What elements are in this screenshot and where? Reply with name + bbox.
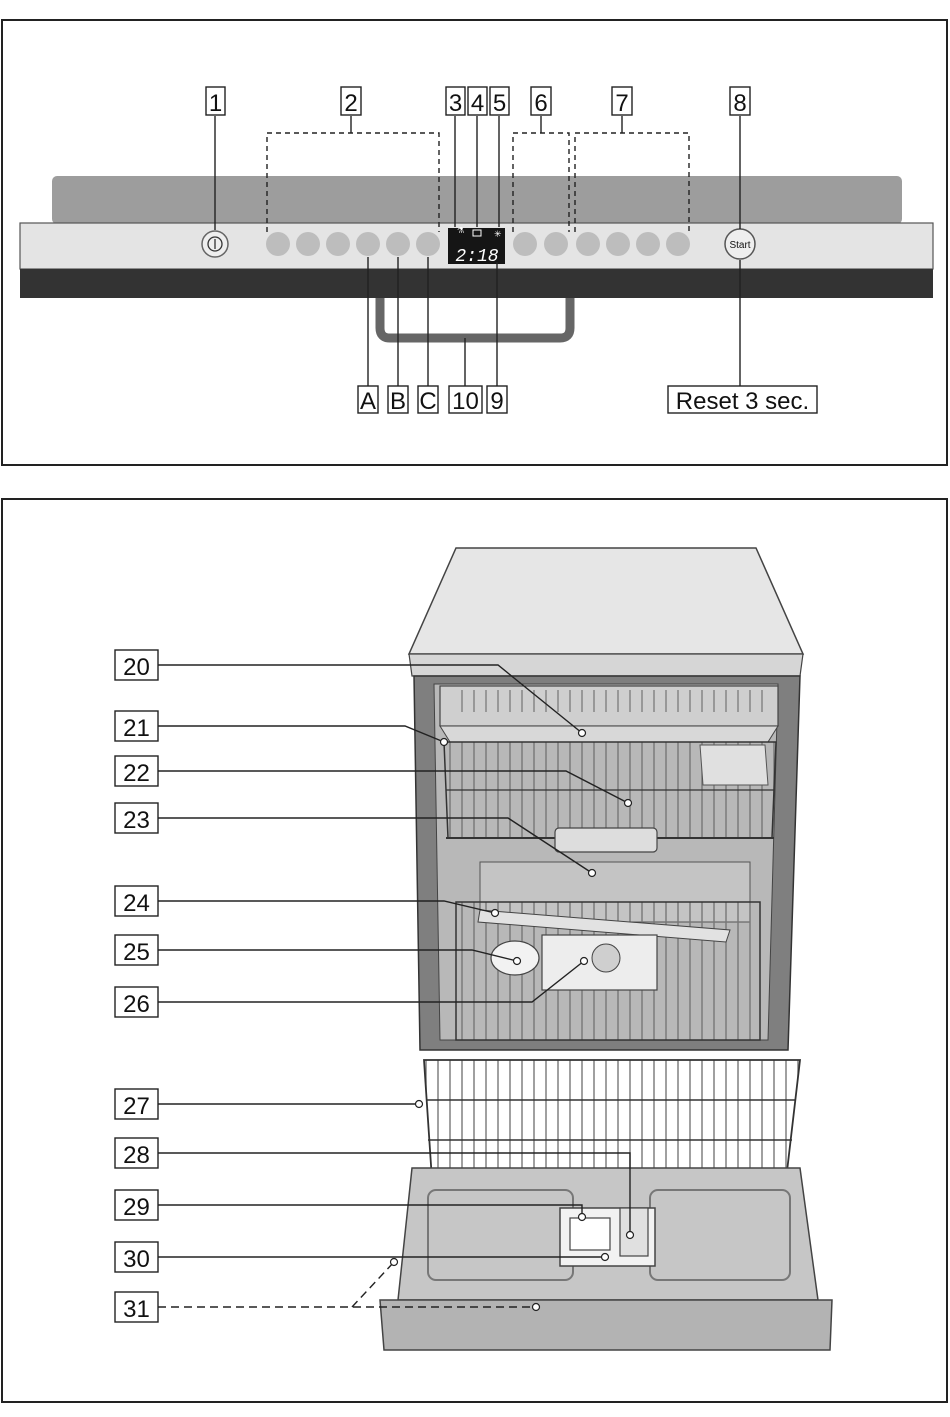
program-button[interactable] [356, 232, 380, 256]
callout-label: 1 [208, 90, 223, 117]
option-button[interactable] [576, 232, 600, 256]
door-base [20, 269, 933, 298]
callout-label: 4 [470, 90, 485, 117]
start-button-label: Start [729, 240, 751, 251]
worktop [409, 548, 803, 654]
callout-label: 26 [123, 991, 150, 1018]
upper-spray-arm [555, 828, 657, 852]
lower-basket [424, 1060, 800, 1180]
cutlery-drawer-tines [452, 690, 768, 712]
callout-label: 29 [123, 1194, 150, 1221]
callout-label: B [389, 388, 407, 415]
callout-label: 5 [492, 90, 507, 117]
program-button[interactable] [326, 232, 350, 256]
callout-label: 2 [344, 90, 358, 117]
callout-label: 21 [123, 715, 150, 742]
callout-label: C [419, 388, 437, 415]
callout-label: 23 [123, 807, 150, 834]
option-button[interactable] [636, 232, 660, 256]
callout-label: 3 [448, 90, 463, 117]
option-button[interactable] [544, 232, 568, 256]
dispenser-lid [620, 1208, 648, 1256]
filter-screw [592, 944, 620, 972]
program-button[interactable] [416, 232, 440, 256]
service-icon: ✳ [494, 229, 502, 239]
option-button[interactable] [513, 232, 537, 256]
callout-label: 9 [490, 388, 504, 415]
option-button[interactable] [606, 232, 630, 256]
program-button[interactable] [266, 232, 290, 256]
callout-label: 30 [123, 1246, 150, 1273]
program-button[interactable] [296, 232, 320, 256]
callout-label: 8 [733, 90, 747, 117]
callout-label: 24 [123, 890, 150, 917]
callout-label: 7 [615, 90, 629, 117]
control-panel-figure [2, 20, 947, 465]
time-display: 2:18 [455, 247, 499, 267]
cutlery-drawer-front [440, 726, 778, 742]
callout-label: 20 [123, 654, 150, 681]
cup-shelf [700, 745, 768, 785]
callout-label: 27 [123, 1093, 150, 1120]
callout-label: 31 [123, 1296, 150, 1323]
program-button[interactable] [386, 232, 410, 256]
callout-label: 22 [123, 760, 150, 787]
detergent-compartment [570, 1218, 610, 1250]
reset-callout-label: Reset 3 sec. [675, 388, 810, 415]
callout-label: 25 [123, 939, 150, 966]
dishwasher-figure [2, 499, 947, 1402]
callout-label: 6 [534, 90, 548, 117]
callout-label: 28 [123, 1142, 150, 1169]
callout-label: 10 [452, 388, 479, 415]
callout-label: A [359, 388, 377, 415]
rinse-aid-icon: ⚗ [457, 226, 465, 235]
option-button[interactable] [666, 232, 690, 256]
